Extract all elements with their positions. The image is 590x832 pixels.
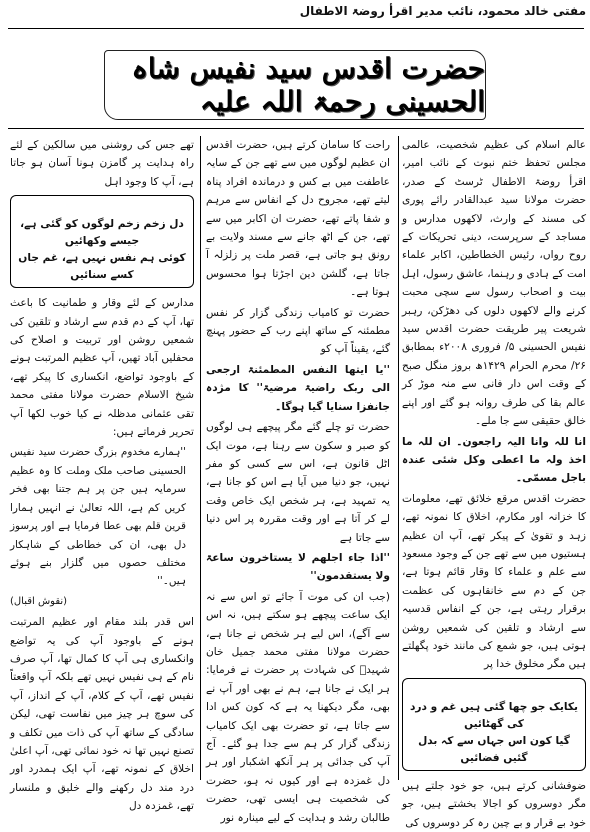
paragraph: حضرت تو چلے گئے مگر پیچھے ہی لوگوں کو صبر و سکون سے رہنا ہے، موت ایک اٹل قانون ہے، اس سے کسی کو مفر نہیں، جو دنیا میں آیا ہے اس کو جانا ہے، یہ تمہید ہے، ہر شخص ایک خاص وقت لے کر آتا ہے اور وقت مقررہ پر اس دنیا سے جاتا ہے bbox=[206, 421, 390, 544]
paragraph: ضوفشانی کرتے ہیں، جو خود جلتے ہیں مگر دوسروں کو اجالا بخشتے ہیں، جو خود بے قرار و بے چین رہ کر دوسروں کی bbox=[402, 779, 586, 829]
column-divider bbox=[200, 136, 201, 780]
author-byline: مفتی خالد محمود، نائب مدیر اقرأ روضۃ الاطفال bbox=[299, 4, 586, 18]
paragraph: عالم اسلام کی عظیم شخصیت، عالمی مجلس تحفظ ختم نبوت کے نائب امیر، اقرأ روضۃ الاطفال ٹرسٹ کے صدر، حضرت مولانا سید عبدالقادر رائے پوری کی مسند کے وارث، لاکھوں مدارس و مساجد کے سرپرست، دینی تحریکات کے روح رواں، رئیس الخطاطین، اکابر علماء امت کے ہادی و رہنما، عاشق رسول، اہل بیت و اصحاب رسول سے سچی محبت کرنے والے لاکھوں دلوں کی دھڑکن، رہبر شریعت پیر طریقت حضرت اقدس سید نفیس الحسینی ۵/ فروری ۲۰۰۸ء بمطابق ۲۶/ محرم الحرام ۱۴۲۹ھ بروز منگل صبح کے وقت اس دار فانی سے منہ موڑ کر عالم بقا کی طرف روانہ ہو گئے اور اپنے خالق حقیقی سے جا ملے۔ bbox=[402, 139, 586, 428]
verse-box bbox=[10, 195, 194, 288]
paragraph: راحت کا سامان کرتے ہیں، حضرت اقدس ان عظیم لوگوں میں سے تھے جن کے سایہ عاطفت میں بے کس و درماندہ افراد پناہ لیتے تھے، مجروح دل کے انفاس سے مرہم و شفا پاتے تھے، حضرت ان اکابر میں سے تھے، جن کے اٹھ جانے سے مسند ولایت بے رونق ہو جاتی ہے، قصر ملت پر زلزلہ آ جاتا ہے، گلشن دین اجڑتا ہوا محسوس ہوتا ہے۔ bbox=[206, 139, 390, 299]
paragraph: حضرت اقدس مرقع خلائق تھے، معلومات کا خزانہ اور مکارم، اخلاق کا نمونہ تھے، زہد و تقویٰ کے پیکر تھے، آپ ان عظیم ہستیوں میں سے تھے جن کے وجود مسعود سے علم و علماء کا وقار قائم ہوتا ہے، جن کے دم سے خانقاہوں کی عظمت برقرار رہتی ہے، جن کے انفاس قدسیہ سے ارشاد و تلقین کی شمعیں روشن ہوتی ہیں، جو شمع کی مانند خود پگھلتے ہیں مگر مخلوق خدا پر bbox=[402, 492, 586, 671]
article-title: حضرت اقدس سید نفیس شاہ الحسینی رحمۃ اللہ علیہ bbox=[131, 52, 485, 118]
quote-block: ''ہمارے مخدوم بزرگ حضرت سید نفیس الحسینی صاحب ملک وملت کا وہ عظیم سرمایہ ہیں جن پر ہم جتنا بھی فخر کریں کم ہے، اللہ تعالیٰ نے انہیں ہمارا قرین قلم بھی عطا فرمایا ہے اور پرسوز دل بھی، ان کی خطاطی کے شاہکار مختلف حصوں میں گلزار بنے ہوئے ہیں۔'' bbox=[10, 446, 186, 588]
quote-attribution: (نقوش اقبال) bbox=[10, 595, 68, 607]
paragraph: حضرت تو کامیاب زندگی گزار کر نفس مطمئنہ کے ساتھ اپنے رب کے حضور پہنچ گئے، یقیناً آپ کو bbox=[206, 306, 390, 356]
paragraph: (جب ان کی موت آ جائے تو اس سے نہ ایک ساعت پیچھے ہو سکتے ہیں، نہ اس سے آگے)، اس لیے ہر شخص نے جانا ہے، حضرت مولانا مفتی محمد جمیل خان شہیدؒ کی شہادت پر حضرت نے فرمایا: ہر ایک نے جانا ہے، ہم نے بھی اور آپ نے بھی، مگر دیکھنا یہ ہے کہ کون کس ادا سے جاتا ہے، تو حضرت بھی ایک کامیاب زندگی گزار کر ہم سے جدا ہو گئے۔ آج آپ کی جدائی پر ہر آنکھ اشکبار اور ہر دل غمزدہ ہے اور کیوں نہ ہو، حضرت کی شخصیت ہی ایسی تھی، حضرت طالبان رشد و ہدایت کے لیے مینارہ نور bbox=[206, 590, 390, 824]
column-divider bbox=[398, 136, 399, 780]
verse-box bbox=[402, 678, 586, 771]
paragraph-dua: انا للہ وانا الیہ راجعون۔ ان للہ ما اخذ ولہ ما اعطی وکل شئی عندہ باجل مسمّی۔ bbox=[402, 435, 586, 485]
quran-quote: ''اذا جاء اجلھم لا یستاخرون ساعۃ ولا یستقدمون'' bbox=[206, 551, 390, 583]
top-rule bbox=[8, 28, 584, 29]
verse-text: یکایک جو چھا گئی ہیں غم و درد کی گھٹائیں گیا کون اس جہاں سے کہ بدل گئیں فضائیں bbox=[409, 700, 578, 764]
column-right bbox=[402, 136, 586, 829]
paragraph: اس قدر بلند مقام اور عظیم المرتبت ہونے کے باوجود آپ کی یہ تواضع وانکساری ہی آپ کا کمال تھا، آپ صرف نام کے ہی نفیس نہیں تھے بلکہ آپ واقعتاً نفیس تھے، آپ کے کلام، آپ کے انداز، آپ کی سوچ ہر چیز میں نفاست تھی، لیکن سادگی کے ساتھ آپ کی ذات میں تکلف و تصنع نہیں تھا نہ خود نمائی تھی، آپ اعلیٰ اخلاق کے نمونہ تھے، آپ ایک ہمدرد اور درد مند دل رکھنے والے خلیق و ملنسار تھے، غمزدہ دل bbox=[10, 616, 194, 813]
column-left bbox=[10, 136, 194, 813]
column-middle bbox=[206, 136, 390, 824]
banner-rule bbox=[8, 128, 584, 129]
title-banner bbox=[104, 50, 486, 120]
verse-text: دل زخم زخم لوگوں کو گئی ہے، جیسے وکھائیں کوئی ہم نفس نہیں ہے، غم جاں کسے سنائیں bbox=[18, 218, 186, 282]
paragraph: تھے جس کی روشنی میں سالکین کے لئے راہ ہدایت پر گامزن ہونا آسان ہو جاتا ہے، آپ کا وجود اہل bbox=[10, 139, 194, 188]
paragraph: مدارس کے لئے وقار و طمانیت کا باعث تھا، آپ کے دم قدم سے ارشاد و تلقین کی شمعیں روشن اور تربیت و اصلاح کی محفلیں آباد تھیں، آپ عظیم المرتبت ہونے کے باوجود تواضع، انکساری کا پیکر تھے، شیخ الاسلام حضرت مولانا مفتی محمد تقی عثمانی مدظلہ نے کیا خوب لکھا آپ تحریر فرماتے ہیں: bbox=[10, 297, 194, 439]
quran-quote: ''یا ایتھا النفس المطمئنۃ ارجعی الی ربک راضیۃ مرضیۃ'' کا مژدہ جانفزا سنایا گیا ہوگا۔ bbox=[206, 363, 390, 413]
